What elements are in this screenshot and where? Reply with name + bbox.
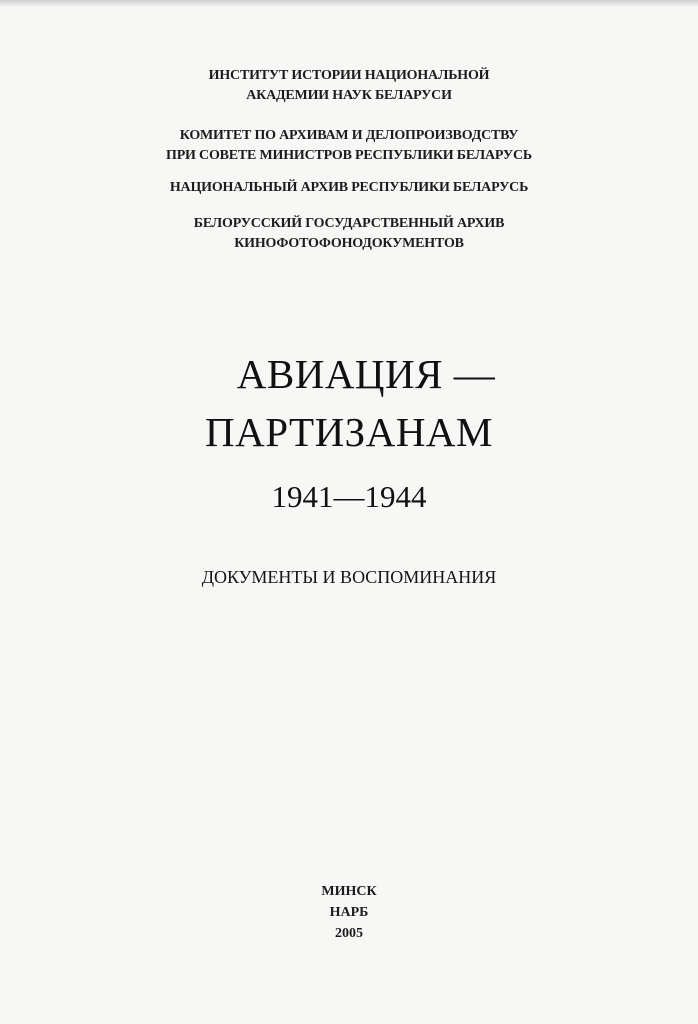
book-title-line-1: АВИАЦИЯ —	[236, 351, 496, 397]
organization-line: ИНСТИТУТ ИСТОРИИ НАЦИОНАЛЬНОЙ	[208, 68, 490, 83]
imprint-city: МИНСК	[321, 884, 377, 899]
imprint-year: 2005	[335, 926, 363, 941]
organization-block-committee	[0, 126, 698, 166]
organization-block-national-archive	[0, 178, 698, 198]
book-title-line-2: ПАРТИЗАНАМ	[205, 409, 493, 455]
organization-line: КОМИТЕТ ПО АРХИВАМ И ДЕЛОПРОИЗВОДСТВУ	[179, 128, 519, 143]
organization-block-institute	[0, 66, 698, 106]
book-subtitle: ДОКУМЕНТЫ И ВОСПОМИНАНИЯ	[201, 567, 497, 587]
organization-line: ПРИ СОВЕТЕ МИНИСТРОВ РЕСПУБЛИКИ БЕЛАРУСЬ	[166, 148, 532, 163]
organization-line: КИНОФОТОФОНОДОКУМЕНТОВ	[234, 236, 464, 251]
organization-line: НАЦИОНАЛЬНЫЙ АРХИВ РЕСПУБЛИКИ БЕЛАРУСЬ	[169, 180, 529, 195]
scan-edge-shadow	[0, 0, 698, 7]
book-years: 1941—1944	[271, 479, 427, 514]
organization-line: БЕЛОРУССКИЙ ГОСУДАРСТВЕННЫЙ АРХИВ	[193, 216, 505, 231]
imprint-publisher: НАРБ	[329, 905, 369, 920]
imprint-block	[0, 881, 698, 944]
organization-block-film-archive	[0, 214, 698, 254]
organization-line: АКАДЕМИИ НАУК БЕЛАРУСИ	[246, 88, 452, 103]
